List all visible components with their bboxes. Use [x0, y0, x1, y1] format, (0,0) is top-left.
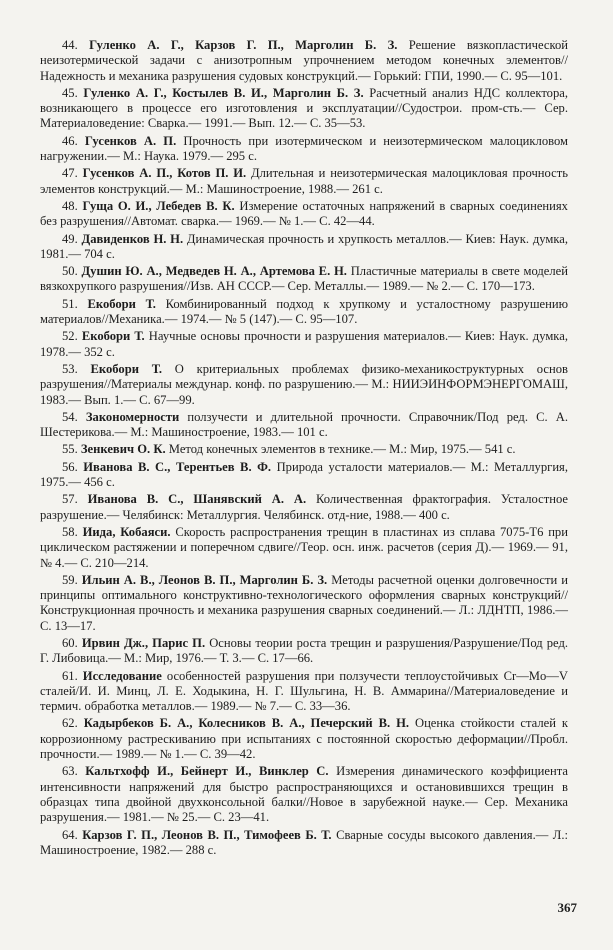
reference-number: 56.	[62, 459, 78, 474]
reference-text: Методы расчетной оценки долговечности и принципы оптимального конструктивно-технологического оформления сварных конструкций//Конструкционная прочность и механика разрушения сварных соединений.— Л.: ЛДНТП, 1986.— С. 13—17.	[40, 572, 568, 633]
reference-authors: Екобори Т.	[87, 296, 156, 311]
reference-number: 53.	[62, 361, 78, 376]
reference-authors: Зенкевич О. К.	[80, 442, 166, 457]
reference-authors: Иванова В. С., Терентьев В. Ф.	[83, 459, 272, 474]
reference-authors: Гуленко А. Г., Костылев В. И., Марголин Б. З.	[83, 85, 364, 100]
reference-number: 54.	[62, 409, 78, 424]
reference-authors: Кадырбеков Б. А., Колесников В. А., Печерский В. Н.	[83, 716, 410, 731]
reference-text: Количественная фрактография. Усталостное разрушение.— Челябинск: Металлургия. Челябинск. отд-ние, 1988.— 400 с.	[40, 492, 568, 522]
reference-authors: Карзов Г. П., Леонов В. П., Тимофеев Б. Т.	[82, 827, 332, 842]
reference-authors: Иида, Кобаяси.	[82, 524, 171, 539]
reference-authors: Ильин А. В., Леонов В. П., Марголин Б. З.	[81, 572, 328, 587]
reference-number: 52.	[62, 329, 78, 344]
reference-text: Динамическая прочность и хрупкость металлов.— Киев: Наук. думка, 1981.— 704 с.	[40, 231, 569, 261]
reference-number: 47.	[62, 166, 78, 181]
reference-text: Решение вязкопластической неизотермической задачи с анизотропным упрочнением методом конечных элементов//Надежность и механика разрушения судовых конструкций.— Горький: ГПИ, 1990.— С. 95—101.	[40, 38, 569, 83]
reference-entry	[40, 134, 568, 165]
reference-entry	[40, 297, 568, 328]
reference-text: Прочность при изотермическом и неизотермическом малоцикловом нагружении.— М.: Наука. 1979.— 295 с.	[40, 133, 569, 164]
reference-authors: Ирвин Дж., Парис П.	[81, 635, 206, 650]
reference-authors: Екобори Т.	[90, 361, 163, 376]
reference-entry	[40, 362, 568, 408]
reference-entry	[40, 764, 568, 825]
reference-list	[40, 38, 568, 860]
reference-authors: Закономерности	[85, 409, 180, 424]
reference-text: Оценка стойкости сталей к коррозионному растрескиванию при испытаниях с постоянной скоростью деформации//Пробл. прочности.— 1989.— № 1.— С. 39—42.	[40, 716, 568, 762]
reference-text: Скорость распространения трещин в пластинах из сплава 7075-Т6 при циклическом растяжении и поперечном сдвиге//Теор. осн. инж. расчетов (серия Д).— 1969.— 91, № 4.— С. 210—214.	[40, 524, 568, 570]
reference-text: Длительная и неизотермическая малоцикловая прочность элементов конструкций.— М.: Машиностроение, 1988.— 261 с.	[40, 166, 568, 196]
reference-authors: Исследование	[82, 668, 162, 683]
reference-text: Метод конечных элементов в технике.— М.: Мир, 1975.— 541 с.	[168, 442, 516, 457]
reference-authors: Кальтхофф И., Бейнерт И., Винклер С.	[85, 764, 329, 779]
reference-text: Комбинированный подход к хрупкому и усталостному разрушению материалов//Механика.— 1974.— № 5 (147).— С. 95—107.	[40, 296, 568, 327]
reference-authors: Екобори Т.	[81, 329, 145, 344]
reference-number: 61.	[62, 668, 78, 683]
reference-entry	[40, 669, 568, 715]
reference-authors: Душин Ю. А., Медведев Н. А., Артемова Е. Н.	[81, 264, 347, 279]
reference-text: Измерения динамического коэффициента интенсивности напряжений для быстро распространяющихся и остановившихся трещин в образцах типа двойной двухконсольной балки//Новое в зарубежной науке.— Сер. Механика разрушения.— 1981.— № 25.— С. 23—41.	[40, 764, 568, 825]
reference-entry	[40, 264, 568, 295]
reference-number: 50.	[62, 264, 78, 279]
reference-entry	[40, 166, 568, 197]
reference-number: 49.	[62, 231, 78, 246]
reference-text: Пластичные материалы в свете моделей вязкохрупкого разрушения//Изв. АН СССР.— Сер. Металлы.— 1989.— № 2.— С. 170—173.	[40, 264, 568, 294]
reference-authors: Гуща О. И., Лебедев В. К.	[82, 198, 235, 213]
reference-text: Научные основы прочности и разрушения материалов.— Киев: Наук. думка, 1978.— 352 с.	[40, 329, 568, 359]
reference-number: 64.	[62, 827, 78, 842]
reference-text: Сварные сосуды высокого давления.— Л.: Машиностроение, 1982.— 288 с.	[40, 827, 568, 857]
reference-authors: Гусенков А. П., Котов П. И.	[82, 166, 247, 181]
reference-number: 58.	[62, 524, 78, 539]
reference-number: 62.	[62, 716, 78, 731]
reference-entry	[40, 525, 568, 571]
reference-number: 44.	[62, 38, 78, 52]
reference-number: 59.	[62, 572, 78, 587]
reference-text: О критериальных проблемах физико-механикоструктурных основ разрушения//Материалы междунар. конф. по разрушению.— М.: НИИЭИНФОРМЭНЕРГОМАШ, 1983.— Вып. 1.— С. 67—99.	[40, 361, 568, 407]
reference-text: Основы теории роста трещин и разрушения/Разрушение/Под ред. Г. Либовица.— М.: Мир, 1976.— Т. 3.— С. 17—66.	[40, 635, 569, 666]
reference-entry	[40, 716, 568, 762]
reference-number: 48.	[62, 198, 78, 213]
reference-text: ползучести и длительной прочности. Справочник/Под ред. С. А. Шестерикова.— М.: Машиностроение, 1983.— 101 с.	[40, 409, 568, 440]
reference-entry	[40, 460, 568, 491]
reference-authors: Гуленко А. Г., Карзов Г. П., Марголин Б. З.	[89, 38, 398, 52]
reference-authors: Гусенков А. П.	[84, 133, 177, 148]
reference-text: Природа усталости материалов.— М.: Металлургия, 1975.— 456 с.	[40, 459, 568, 490]
reference-entry	[40, 442, 568, 457]
reference-number: 45.	[62, 85, 78, 100]
reference-number: 51.	[62, 296, 78, 311]
reference-entry	[40, 199, 568, 230]
reference-entry	[40, 329, 568, 360]
reference-text: Измерение остаточных напряжений в сварных соединениях без разрушения//Автомат. сварка.— 1969.— № 1.— С. 42—44.	[40, 198, 568, 229]
reference-entry	[40, 573, 568, 634]
reference-entry	[40, 232, 568, 263]
reference-authors: Давиденков Н. Н.	[81, 231, 184, 246]
reference-number: 57.	[62, 492, 78, 507]
reference-entry	[40, 492, 568, 523]
page-number: 367	[557, 900, 577, 915]
reference-entry	[40, 636, 568, 667]
reference-text: особенностей разрушения при ползучести теплоустойчивых Cr—Mo—V сталей/И. И. Минц, Л. Е. Ходыкина, Н. Г. Шульгина, Н. В. Аммарина//Материаловедение и термич. обработка металлов.— 1989.— № 7.— С. 33—36.	[40, 668, 568, 714]
reference-number: 55.	[62, 442, 78, 457]
reference-text: Расчетный анализ НДС коллектора, возникающего в процессе его изготовления и эксплуатации//Судострои. пром-сть.— Сер. Материаловедение: Сварка.— 1991.— Вып. 12.— С. 35—53.	[40, 85, 569, 131]
reference-entry	[40, 86, 568, 132]
reference-entry	[40, 410, 568, 441]
reference-number: 63.	[62, 764, 78, 779]
reference-number: 60.	[62, 635, 78, 650]
reference-entry	[40, 828, 568, 859]
reference-entry	[40, 38, 568, 84]
reference-number: 46.	[62, 133, 78, 148]
reference-authors: Иванова В. С., Шанявский А. А.	[87, 492, 307, 507]
